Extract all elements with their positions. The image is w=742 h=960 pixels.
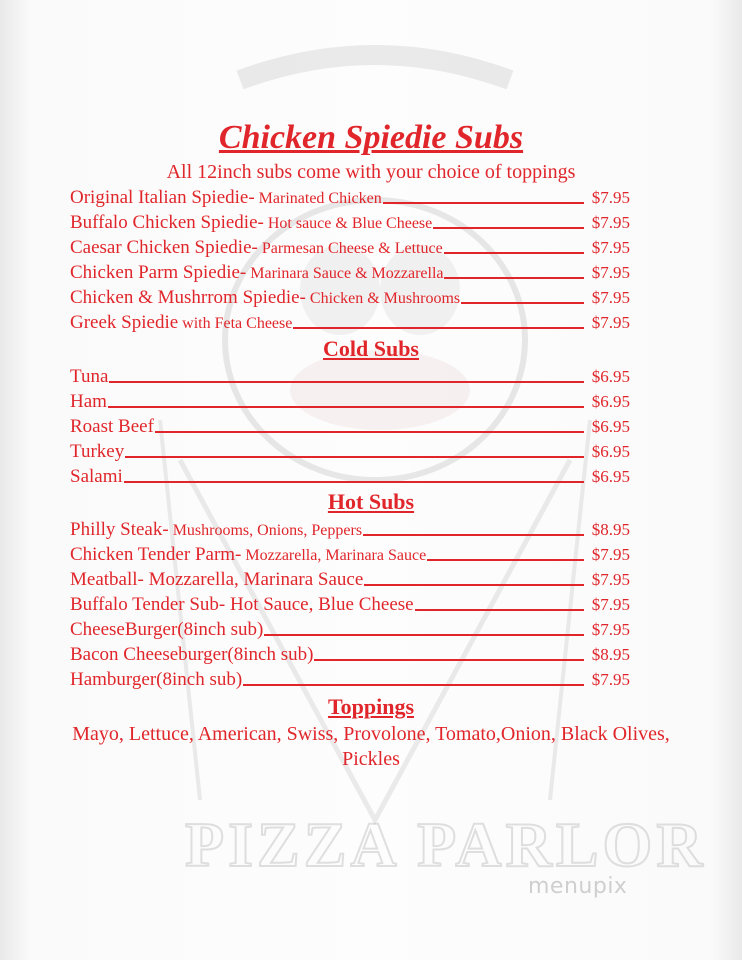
item-price: $7.95 [591, 670, 630, 689]
item-name: Salami [70, 466, 123, 487]
menu-item [70, 542, 630, 567]
menu-item [70, 592, 630, 617]
menu-item [70, 567, 630, 592]
menu-item [70, 439, 630, 464]
pizza-parlor-watermark: PIZZA PARLOR [185, 809, 707, 880]
menu-subtitle: All 12inch subs come with your choice of toppings [166, 161, 576, 183]
item-name: Turkey [70, 441, 125, 462]
hot-subs-heading: Hot Subs [327, 489, 415, 514]
item-description: with Feta Cheese [182, 315, 293, 332]
item-price: $6.95 [591, 392, 630, 411]
menu-item [70, 517, 630, 542]
item-name: Chicken & Mushrrom Spiedie- [70, 287, 306, 308]
dot-leader [155, 431, 584, 433]
dot-leader [444, 252, 584, 254]
item-name: Chicken Tender Parm- [70, 544, 242, 565]
item-price: $7.95 [591, 620, 630, 639]
item-price: $6.95 [591, 442, 630, 461]
menupix-logo: menupix [528, 874, 628, 899]
menu-item [70, 210, 630, 235]
menu-item [70, 285, 630, 310]
menu-item [70, 389, 630, 414]
item-name: Hamburger(8inch sub) [70, 669, 243, 690]
item-price: $8.95 [591, 520, 630, 539]
dot-leader [364, 584, 584, 586]
item-name: Bacon Cheeseburger(8inch sub) [70, 644, 314, 665]
dot-leader [293, 327, 584, 329]
item-description: Hot sauce & Blue Cheese [267, 215, 433, 232]
dot-leader [124, 481, 584, 483]
item-price: $8.95 [591, 645, 630, 664]
item-name: Buffalo Chicken Spiedie- [70, 212, 264, 233]
item-description: Marinated Chicken [258, 190, 382, 207]
dot-leader [444, 277, 584, 279]
dot-leader [383, 202, 584, 204]
item-name: Meatball- Mozzarella, Marinara Sauce [70, 569, 364, 590]
menu-item [70, 667, 630, 692]
menu-item [70, 617, 630, 642]
item-price: $7.95 [591, 188, 630, 207]
item-price: $7.95 [591, 595, 630, 614]
cold-subs-heading: Cold Subs [322, 336, 419, 361]
item-price: $7.95 [591, 570, 630, 589]
item-name: Philly Steak- [70, 519, 169, 540]
menu-title: Chicken Spiedie Subs [218, 119, 524, 156]
item-price: $6.95 [591, 467, 630, 486]
item-price: $7.95 [591, 213, 630, 232]
dot-leader [109, 381, 584, 383]
item-name: Tuna [70, 366, 109, 387]
menu-item [70, 235, 630, 260]
item-description: Marinara Sauce & Mozzarella [250, 265, 444, 282]
menu-item [70, 642, 630, 667]
item-name: CheeseBurger(8inch sub) [70, 619, 264, 640]
dot-leader [125, 456, 584, 458]
item-price: $7.95 [591, 313, 630, 332]
menu-item [70, 414, 630, 439]
dot-leader [415, 609, 584, 611]
item-description: Chicken & Mushrooms [309, 290, 461, 307]
menu-item [70, 310, 630, 335]
item-name: Original Italian Spiedie- [70, 187, 255, 208]
item-price: $6.95 [591, 367, 630, 386]
dot-leader [264, 634, 584, 636]
item-price: $7.95 [591, 545, 630, 564]
item-name: Chicken Parm Spiedie- [70, 262, 247, 283]
item-name: Buffalo Tender Sub- Hot Sauce, Blue Cheese [70, 594, 414, 615]
dot-leader [314, 659, 584, 661]
menu-item [70, 260, 630, 285]
toppings-heading: Toppings [327, 694, 415, 719]
dot-leader [427, 559, 584, 561]
dot-leader [363, 534, 584, 536]
item-price: $7.95 [591, 263, 630, 282]
menu-item [70, 185, 630, 210]
item-description: Parmesan Cheese & Lettuce [261, 240, 443, 257]
item-name: Roast Beef [70, 416, 154, 437]
dot-leader [243, 684, 584, 686]
dot-leader [461, 302, 584, 304]
item-price: $7.95 [591, 288, 630, 307]
item-name: Greek Spiedie [70, 312, 179, 333]
item-price: $6.95 [591, 417, 630, 436]
item-description: Mozzarella, Marinara Sauce [245, 547, 427, 564]
dot-leader [433, 227, 584, 229]
item-name: Caesar Chicken Spiedie- [70, 237, 258, 258]
dot-leader [108, 406, 584, 408]
toppings-list: Mayo, Lettuce, American, Swiss, Provolone, Tomato,Onion, Black Olives, Pickles [72, 723, 670, 770]
menu-item [70, 364, 630, 389]
item-name: Ham [70, 391, 107, 412]
item-description: Mushrooms, Onions, Peppers [172, 522, 363, 539]
menu-item [70, 464, 630, 489]
item-price: $7.95 [591, 238, 630, 257]
